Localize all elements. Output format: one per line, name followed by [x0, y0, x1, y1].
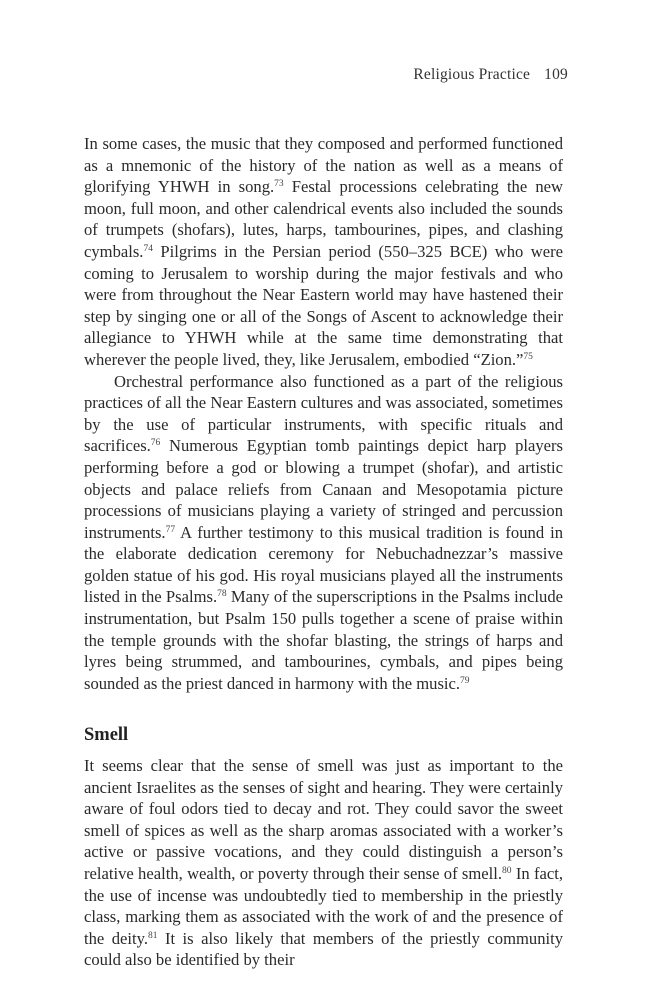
footnote-ref-74: 74 [143, 243, 153, 254]
para2-text-2: Numerous Egyptian tomb paintings depict harp players performing before a god or blowing a trumpet (shofar), and artistic objects and palace reliefs from Canaan and Mesopotamia picture processions of musicians playing a variety of stringed and percussion instruments. [84, 436, 563, 542]
para2-text-3: A further testimony to this musical tradition is found in the elaborate dedication ceremony for Nebuchadnezzar’s massive golden statue of his god. His royal musicians played all the instruments listed in the Psalms. [84, 522, 563, 607]
running-title: Religious Practice [413, 66, 531, 83]
footnote-ref-77: 77 [165, 524, 176, 535]
footnote-ref-78: 78 [217, 589, 227, 600]
para3-text-3: It is also likely that members of the priestly community could also be identified by their [84, 928, 564, 970]
music-section-text [84, 133, 563, 694]
footnote-ref-79: 79 [460, 675, 470, 686]
para1-text-2: Festal processions celebrating the new moon, full moon, and other calendrical events also included the sounds of trumpets (shofars), lutes, harps, tambourines, pipes, and clashing cymbals. [84, 177, 563, 261]
section-heading-smell: Smell [84, 725, 129, 745]
footnote-ref-81: 81 [148, 930, 158, 941]
para2-text-4: Many of the superscriptions in the Psalms include instrumentation, but Psalm 150 pulls together a scene of praise within the temple grounds with the shofar blasting, the strings of harps and lyres being strummed, and tambourines, cymbals, and pipes being sounded as the priest danced in harmony with the music. [84, 587, 564, 693]
footnote-ref-80: 80 [502, 865, 512, 876]
para2-text-1: Orchestral performance also functioned as a part of the religious practices of all the Near Eastern cultures and was associated, sometimes by the use of particular instruments, with specific rituals and sacrifices. [84, 371, 563, 456]
page-number: 109 [544, 66, 568, 83]
para1-text-3: Pilgrims in the Persian period (550–325 BCE) who were coming to Jerusalem to worship during the major festivals and who were from throughout the Near Eastern world may have hastened their step by singing one or all of the Songs of Ascent to acknowledge their allegiance to YHWH while at the same time demonstrating that wherever the people lived, they, like Jerusalem, embodied “Zion.” [84, 241, 563, 369]
footnote-ref-75: 75 [523, 351, 533, 362]
running-head [413, 66, 568, 84]
paragraph-sense-of-smell [84, 755, 563, 971]
para3-text-2: In fact, the use of incense was undoubtedly tied to membership in the priestly class, marking them as associated with the work of and the presence of the deity. [84, 863, 564, 948]
footnote-ref-76: 76 [150, 438, 161, 449]
footnote-ref-73: 73 [274, 179, 284, 190]
paragraph-music-mnemonic [84, 133, 563, 371]
para3-text-1: It seems clear that the sense of smell was just as important to the ancient Israelites as the senses of sight and hearing. They were certainly aware of foul odors tied to decay and rot. They could savor the sweet smell of spices as well as the sharp aromas associated with a worker’s active or passive vocations, and they could distinguish a person’s relative health, wealth, or poverty through their sense of smell. [84, 756, 563, 883]
paragraph-orchestral-performance [84, 371, 563, 695]
para1-text-1: In some cases, the music that they composed and performed functioned as a mnemonic of the history of the nation as well as a means of glorifying YHWH in song. [84, 134, 563, 197]
smell-section-text [84, 755, 563, 971]
